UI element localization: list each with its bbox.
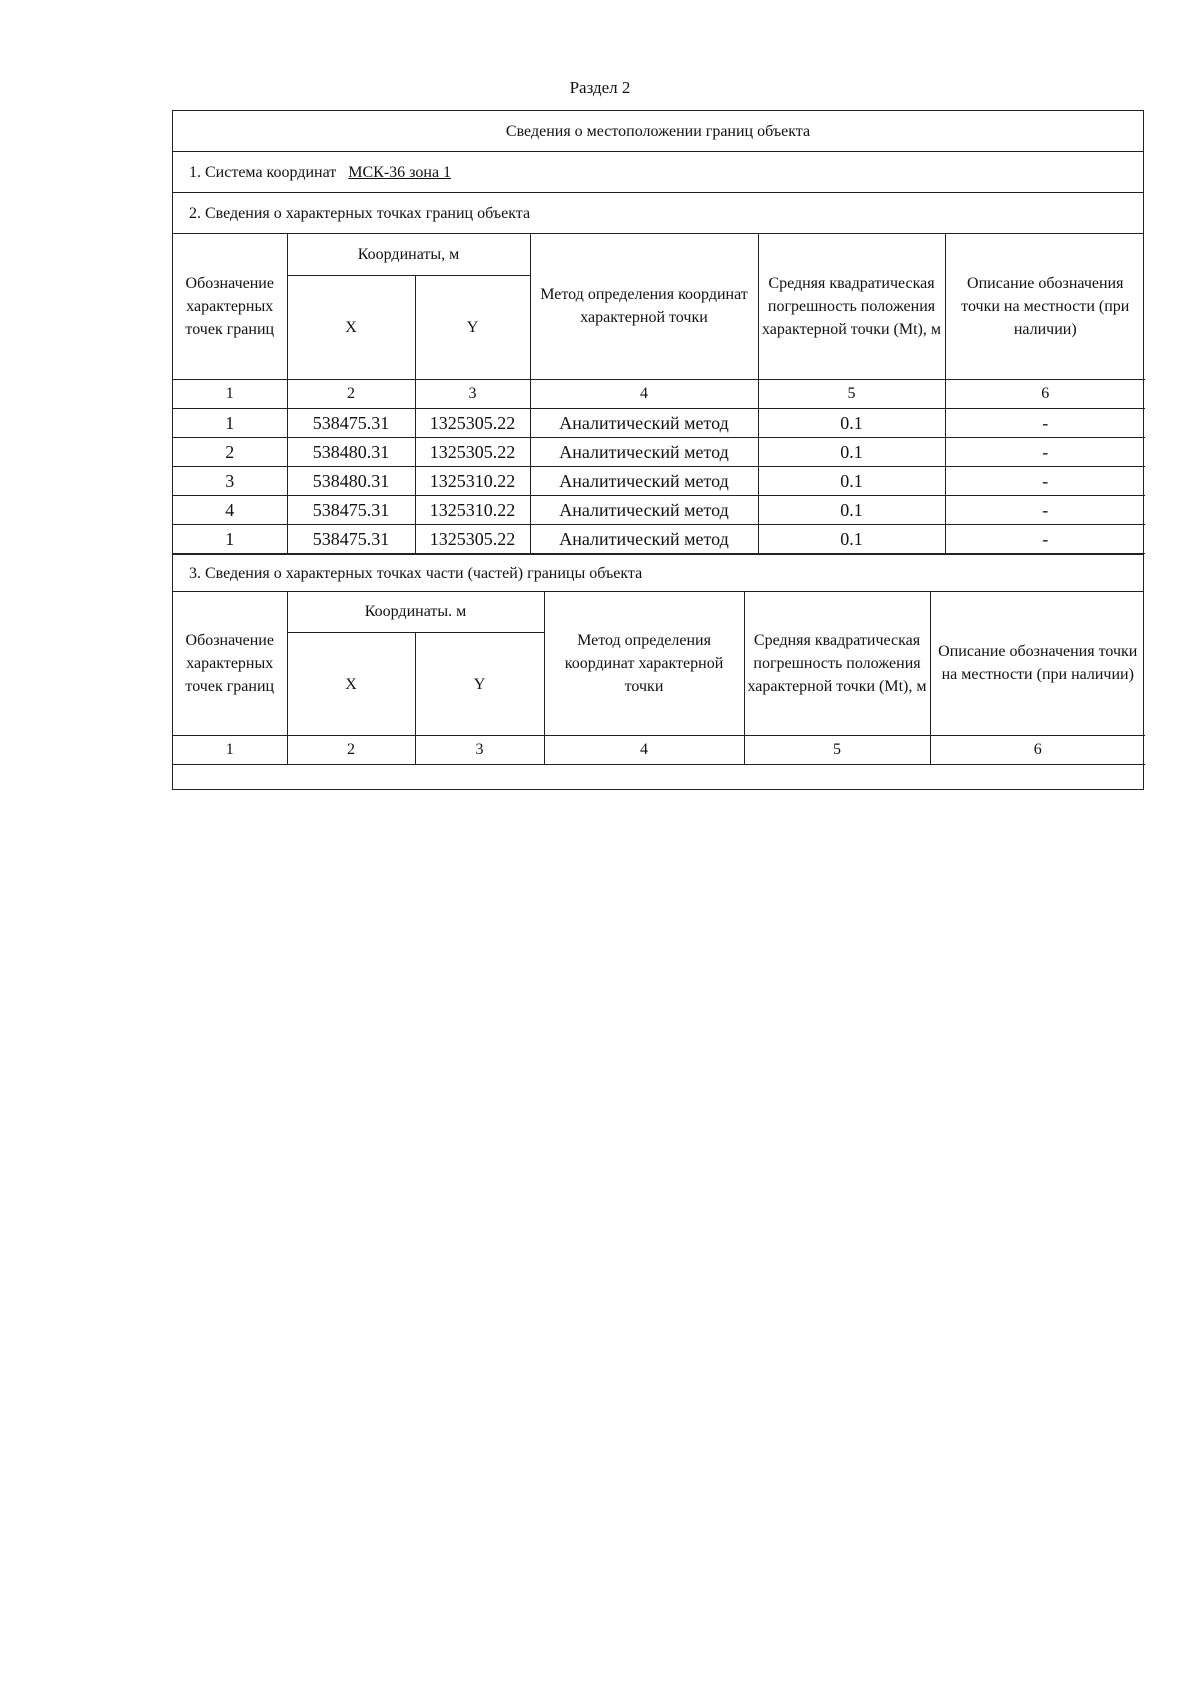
- error-cell: 0.1: [758, 524, 945, 553]
- error-cell: 0.1: [758, 437, 945, 466]
- header-method: Метод определения координат характерной точки: [530, 234, 758, 379]
- form-caption: Сведения о местоположении границ объекта: [173, 111, 1143, 152]
- y-cell: 1325310.22: [415, 495, 530, 524]
- table-row: [173, 408, 1145, 437]
- method-cell: Аналитический метод: [530, 524, 758, 553]
- column-number: 5: [758, 379, 945, 408]
- column-numbers-row: [173, 736, 1145, 765]
- error-cell: 0.1: [758, 495, 945, 524]
- y-cell: 1325305.22: [415, 437, 530, 466]
- table-row: [173, 524, 1145, 553]
- desc-cell: -: [945, 495, 1145, 524]
- column-number: 6: [945, 379, 1145, 408]
- x-cell: 538475.31: [287, 524, 415, 553]
- coordinate-system-label: 1. Система координат: [189, 164, 337, 181]
- boundary-info-form: [172, 110, 1144, 790]
- column-number: 2: [287, 379, 415, 408]
- point-cell: 1: [173, 408, 287, 437]
- error-cell: 0.1: [758, 466, 945, 495]
- method-cell: Аналитический метод: [530, 495, 758, 524]
- column-number: 6: [930, 736, 1145, 765]
- column-number: 5: [744, 736, 930, 765]
- desc-cell: -: [945, 408, 1145, 437]
- method-cell: Аналитический метод: [530, 466, 758, 495]
- table-row: [173, 466, 1145, 495]
- error-cell: 0.1: [758, 408, 945, 437]
- header-y: Y: [415, 633, 544, 736]
- header-desc: Описание обозначения точки на местности (при наличии): [930, 592, 1145, 736]
- section-title: Раздел 2: [569, 78, 631, 97]
- method-cell: Аналитический метод: [530, 437, 758, 466]
- column-number: 3: [415, 736, 544, 765]
- column-number: 3: [415, 379, 530, 408]
- header-x: X: [287, 275, 415, 379]
- header-error: Средняя квадратическая погрешность положения характерной точки (Mt), м: [758, 234, 945, 379]
- x-cell: 538475.31: [287, 408, 415, 437]
- header-method: Метод определения координат характерной точки: [544, 592, 744, 736]
- header-x: X: [287, 633, 415, 736]
- coordinate-system-value: МСК-36 зона 1: [348, 164, 452, 181]
- y-cell: 1325305.22: [415, 408, 530, 437]
- part3-table: [173, 592, 1145, 766]
- header-desc: Описание обозначения точки на местности (при наличии): [945, 234, 1145, 379]
- column-number: 1: [173, 736, 287, 765]
- y-cell: 1325305.22: [415, 524, 530, 553]
- y-cell: 1325310.22: [415, 466, 530, 495]
- header-coords: Координаты, м: [287, 234, 530, 275]
- part3-title: 3. Сведения о характерных точках части (частей) границы объекта: [173, 554, 1143, 592]
- method-cell: Аналитический метод: [530, 408, 758, 437]
- part2-title: 2. Сведения о характерных точках границ объекта: [173, 193, 1143, 234]
- point-cell: 2: [173, 437, 287, 466]
- column-number: 2: [287, 736, 415, 765]
- coordinate-system-line: [173, 152, 1143, 193]
- x-cell: 538480.31: [287, 437, 415, 466]
- column-numbers-row: [173, 379, 1145, 408]
- table-row: [173, 495, 1145, 524]
- header-y: Y: [415, 275, 530, 379]
- column-number: 4: [544, 736, 744, 765]
- column-number: 4: [530, 379, 758, 408]
- table-row: [173, 437, 1145, 466]
- part2-table: [173, 234, 1145, 554]
- header-point: Обозначение характерных точек границ: [173, 234, 287, 379]
- x-cell: 538480.31: [287, 466, 415, 495]
- header-error: Средняя квадратическая погрешность положения характерной точки (Mt), м: [744, 592, 930, 736]
- header-coords: Координаты. м: [287, 592, 544, 633]
- desc-cell: -: [945, 466, 1145, 495]
- point-cell: 1: [173, 524, 287, 553]
- column-number: 1: [173, 379, 287, 408]
- x-cell: 538475.31: [287, 495, 415, 524]
- header-point: Обозначение характерных точек границ: [173, 592, 287, 736]
- desc-cell: -: [945, 437, 1145, 466]
- desc-cell: -: [945, 524, 1145, 553]
- point-cell: 3: [173, 466, 287, 495]
- empty-row: [173, 765, 1143, 789]
- point-cell: 4: [173, 495, 287, 524]
